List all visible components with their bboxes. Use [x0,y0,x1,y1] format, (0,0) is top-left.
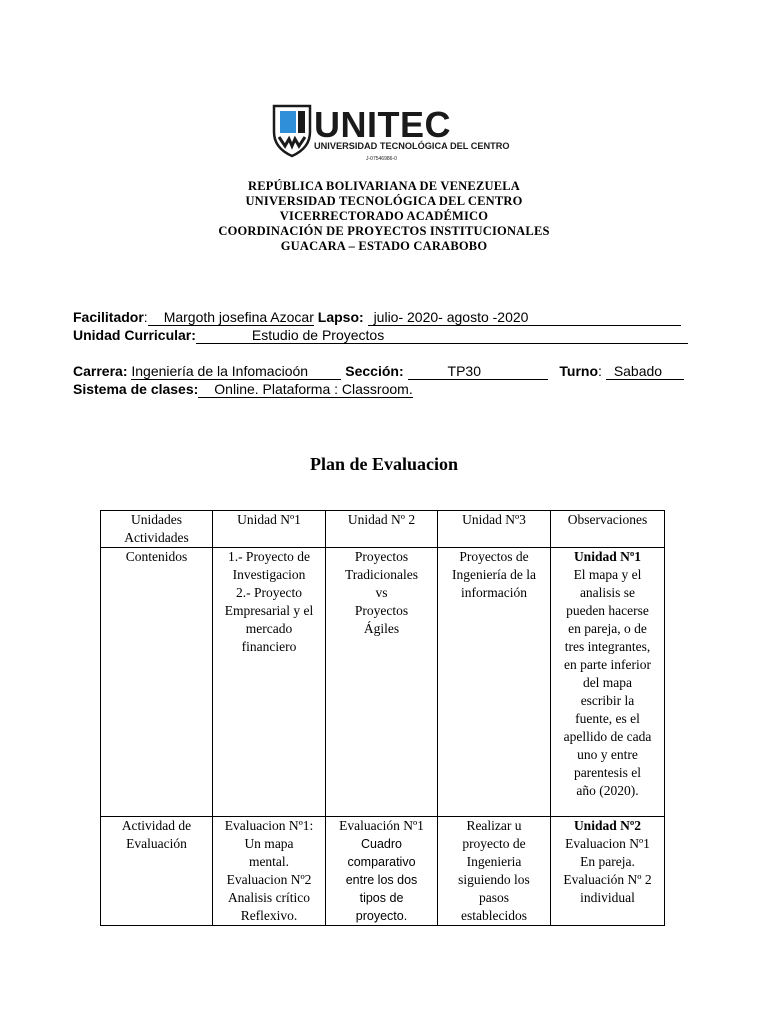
facilitador-label: Facilitador [73,309,144,325]
unitec-shield-icon [272,104,510,166]
table-header-row [101,511,665,548]
evaluation-plan-table [100,510,665,926]
carrera-label: Carrera: [73,363,128,379]
table-row [101,548,665,817]
header-cell: Observaciones [551,511,665,548]
header-cell: Unidades Actividades [101,511,213,548]
carrera-row: Carrera: Ingeniería de la Infomacioón Sección: TP30 Turno: Sabado [73,363,684,380]
lapso-value: julio- 2020- agosto -2020 [368,310,681,326]
facilitador-row: Facilitador: Margoth josefina Azocar Lapso: julio- 2020- agosto -2020 [73,309,681,326]
seccion-label: Sección: [345,363,404,379]
institution-header [0,179,768,254]
table-cell: Unidad Nº1 El mapa y el analisis se pueden hacerse en pareja, o de tres integrantes, en parte inferior del mapa escribir la fuente, es el apellido de cada uno y entre parentesis el año (2020). [551,548,665,817]
facilitador-value: Margoth josefina Azocar [148,310,314,326]
sistema-label: Sistema de clases: [73,381,199,397]
sistema-row [73,381,413,398]
lapso-label: Lapso: [317,309,364,325]
unitec-logo [272,104,510,166]
institution-line: VICERRECTORADO ACADÉMICO [279,209,489,223]
carrera-value: Ingeniería de la Infomacioón [131,364,341,380]
seccion-value: TP30 [408,364,548,380]
header-cell: Unidad Nº 2 [326,511,438,548]
institution-line: UNIVERSIDAD TECNOLÓGICA DEL CENTRO [245,194,523,208]
table-row [101,817,665,926]
sistema-value: Online. Plataforma : Classroom. [198,382,412,398]
plan-title: Plan de Evaluacion [309,454,459,474]
unidad-row [73,327,688,344]
logo-subtitle: UNIVERSIDAD TECNOLÓGICA DEL CENTRO [314,141,510,151]
table-cell: Evaluación Nº1 Cuadro comparativo entre los dos tipos de proyecto. [326,817,438,926]
unidad-value: Estudio de Proyectos [196,328,688,344]
institution-line: GUACARA – ESTADO CARABOBO [280,239,488,253]
row-label-cell: Contenidos [101,548,213,817]
table-cell: Unidad Nº2 Evaluacion Nº1 En pareja. Evaluación Nº 2 individual [551,817,665,926]
institution-line: REPÚBLICA BOLIVARIANA DE VENEZUELA [247,179,521,193]
unidad-label: Unidad Curricular: [73,327,196,343]
table-cell: Proyectos Tradicionales vs Proyectos Ágiles [326,548,438,817]
turno-value: Sabado [606,364,684,380]
turno-label: Turno [559,363,599,379]
table-cell: 1.- Proyecto de Investigacion 2.- Proyecto Empresarial y el mercado financiero [213,548,326,817]
table-cell: Proyectos de Ingeniería de la información [438,548,551,817]
row-label-cell: Actividad de Evaluación [101,817,213,926]
header-cell: Unidad Nº3 [438,511,551,548]
institution-line: COORDINACIÓN DE PROYECTOS INSTITUCIONALES [218,224,550,238]
table-cell: Evaluacion Nº1: Un mapa mental. Evaluacion Nº2 Analisis crítico Reflexivo. [213,817,326,926]
header-cell: Unidad Nº1 [213,511,326,548]
logo-rif: J-07546986-0 [366,156,397,162]
logo-name: UNITEC [314,104,451,145]
table-cell: Realizar u proyecto de Ingenieria siguiendo los pasos establecidos [438,817,551,926]
